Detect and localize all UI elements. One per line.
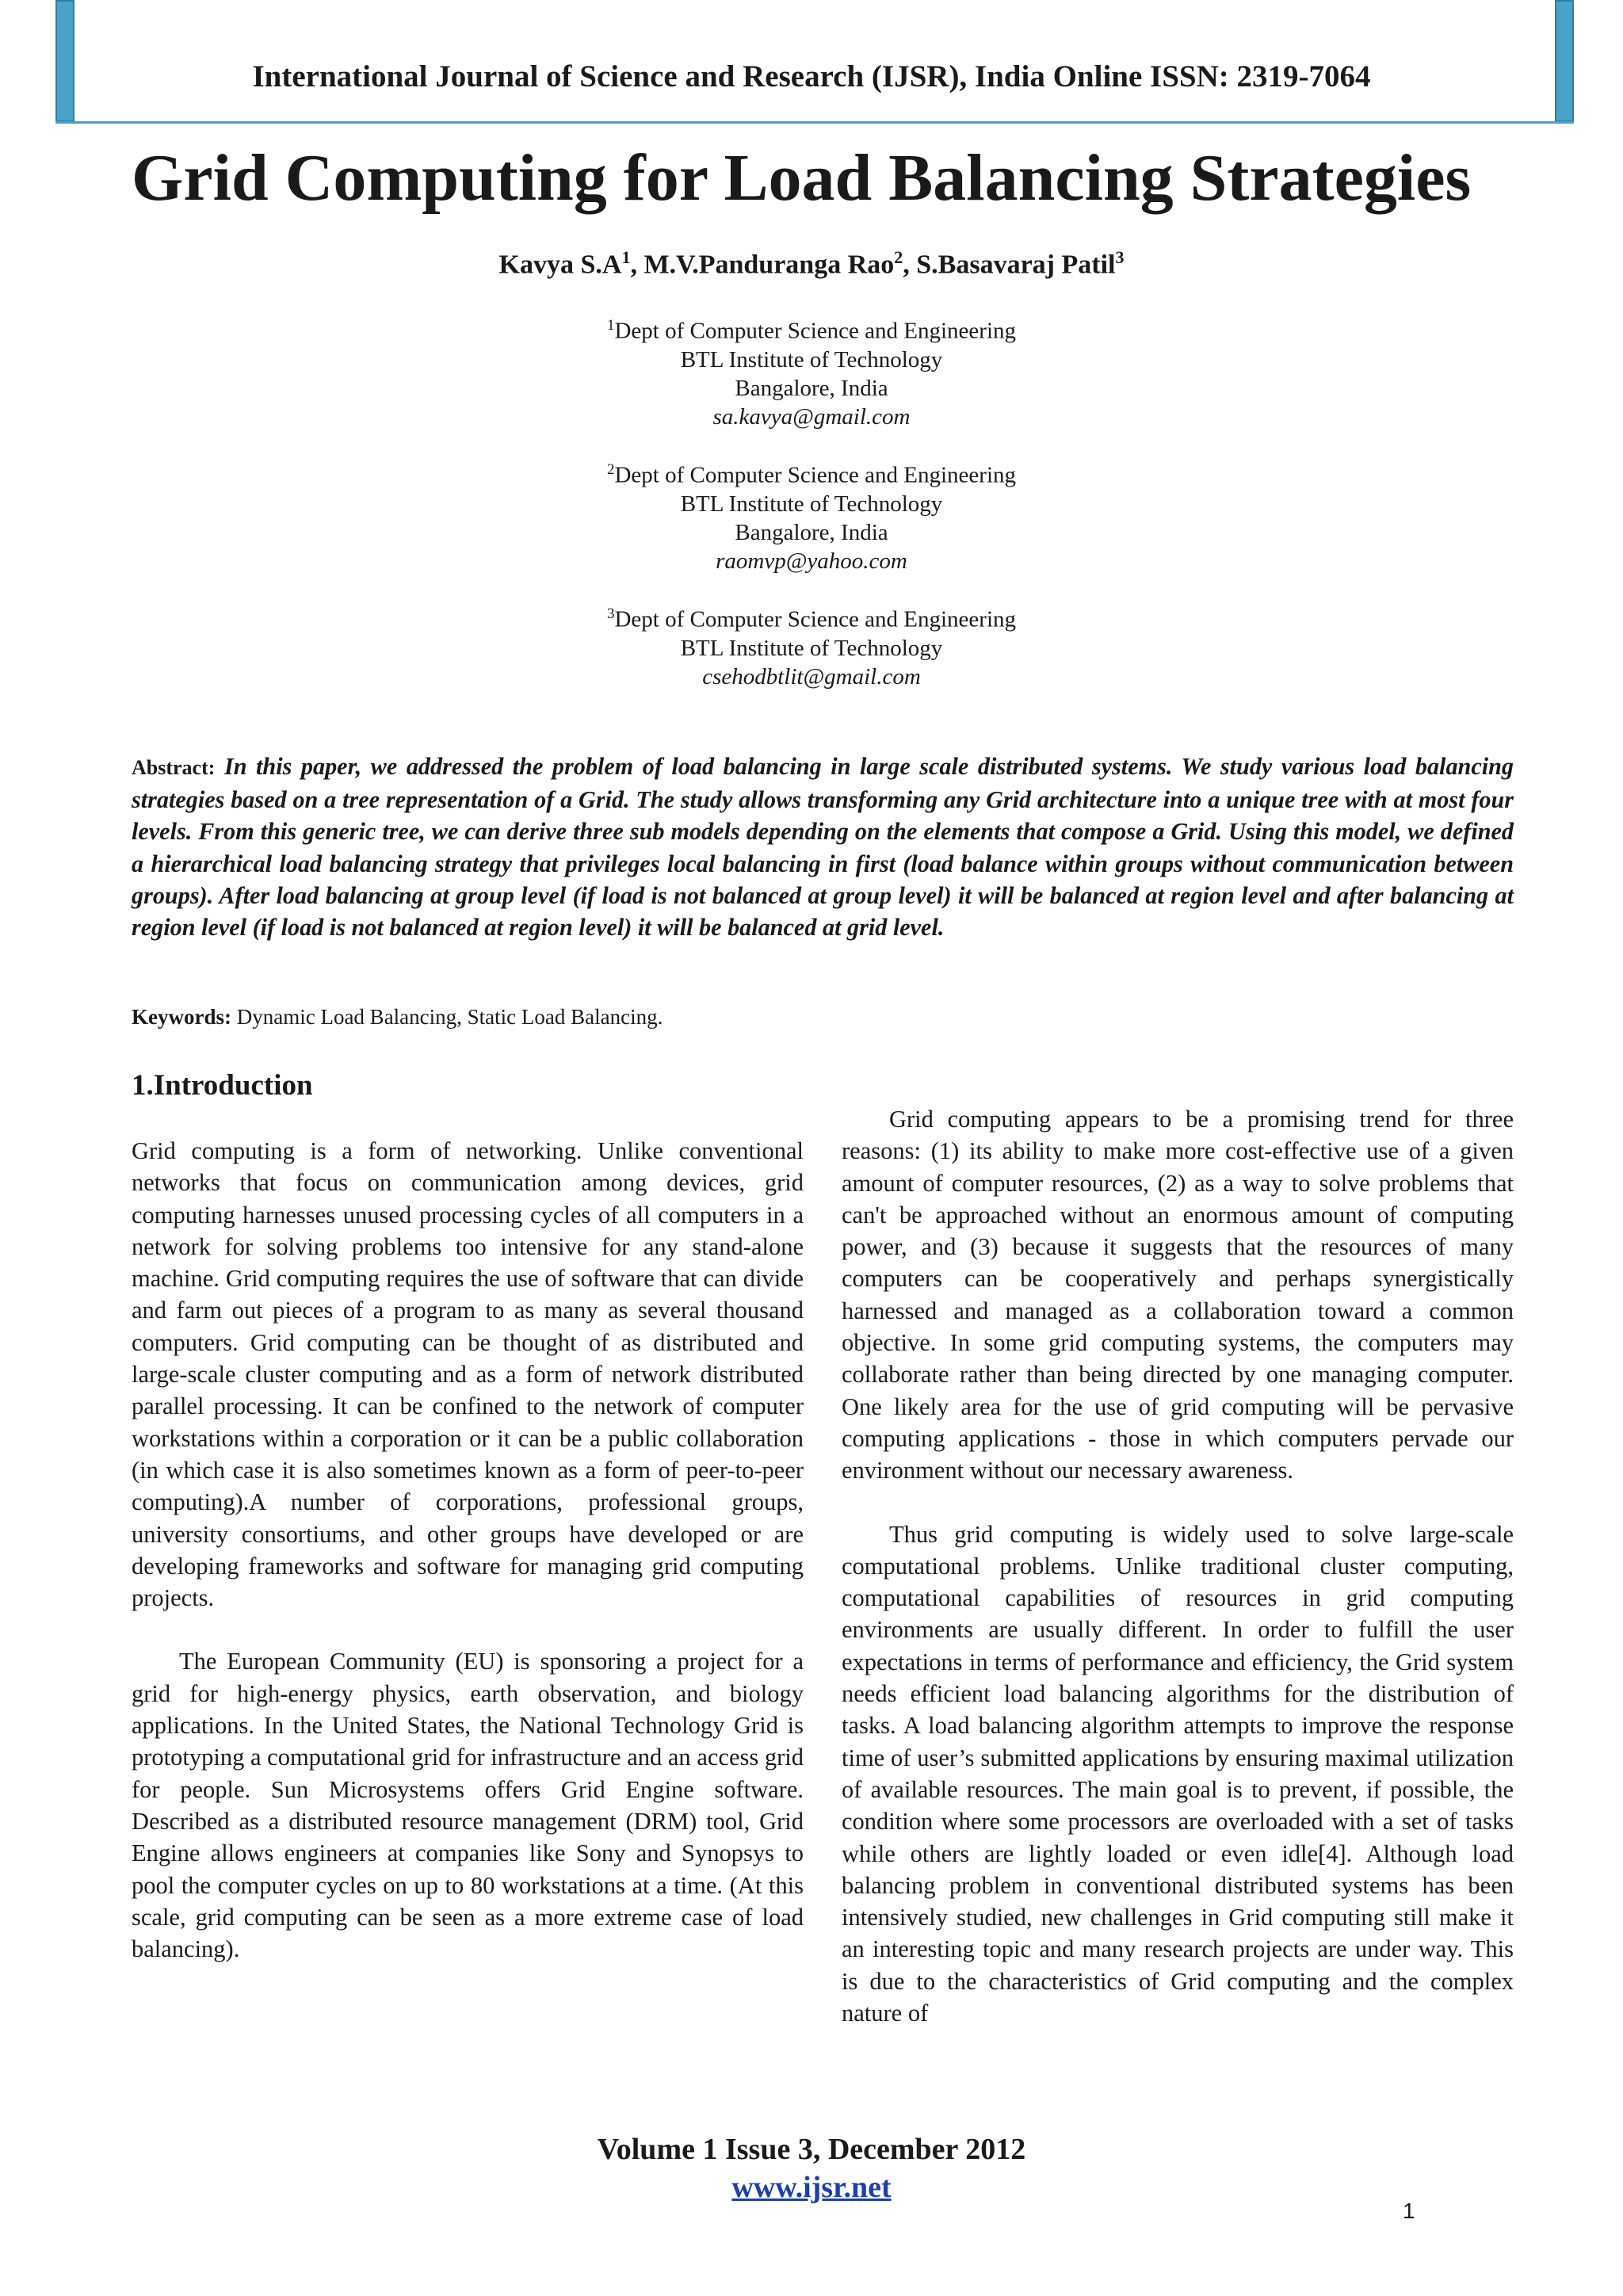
journal-header: International Journal of Science and Research (IJSR), India Online ISSN: 2319-7064 <box>252 59 1371 94</box>
aff-city: Bangalore, India <box>735 519 888 545</box>
aff-city: Bangalore, India <box>735 375 888 401</box>
paragraph: Thus grid computing is widely used to solve large-scale computational problems. Unlike traditional cluster computing, computational capabilities of resources in grid computing environments are usually different. In order to fulfill the user expectations in terms of performance and efficiency, the Grid system needs efficient load balancing algorithms for the distribution of tasks. A load balancing algorithm attempts to improve the response time of user’s submitted applications by ensuring maximal utilization of available resources. The main goal is to prevent, if possible, the condition where some processors are overloaded with a set of tasks while others are lightly loaded or even idle[4]. Although load balancing problem in conventional distributed systems has been intensively studied, new challenges in Grid computing still make it an interesting topic and many research projects are under way. This is due to the characteristics of Grid computing and the complex nature of <box>842 1520 1514 2027</box>
aff-dept: Dept of Computer Science and Engineering <box>614 462 1017 488</box>
section-number: 1. <box>132 1069 154 1102</box>
aff-dept: Dept of Computer Science and Engineering <box>614 318 1017 344</box>
abstract-label: Abstract: <box>132 756 216 779</box>
paragraph: The European Community (EU) is sponsoring a project for a grid for high-energy physics, earth observation, and biology applications. In the United States, the National Technology Grid is prototyping a computational grid for infrastructure and an access grid for people. Sun Microsystems offers Grid Engine software. Described as a distributed resource management (DRM) tool, Grid Engine allows engineers at companies like Sony and Synopsys to pool the computer cycles on up to 80 workstations at a time. (At this scale, grid computing can be seen as a more extreme case of load balancing). <box>132 1648 804 1963</box>
author-sup: 1 <box>621 247 631 267</box>
aff-email: sa.kavya@gmail.com <box>712 403 911 430</box>
aff-sup: 3 <box>606 606 615 622</box>
keywords-label: Keywords: <box>132 1005 231 1029</box>
right-column <box>842 1103 1514 2029</box>
section-title: Introduction <box>153 1069 313 1102</box>
affiliation-1 <box>0 311 1623 431</box>
aff-email: raomvp@yahoo.com <box>716 548 907 574</box>
paragraph: Grid computing is a form of networking. Unlike conventional networks that focus on communication among devices, grid computing harnesses unused processing cycles of all computers in a network for solving problems too intensive for any stand-alone machine. Grid computing requires the use of software that can divide and farm out pieces of a program to as many as several thousand computers. Grid computing can be thought of as distributed and large-scale cluster computing and as a form of network distributed parallel processing. It can be confined to the network of computer workstations within a corporation or it can be a public collaboration (in which case it is also sometimes known as a form of peer-to-peer computing).A number of corporations, professional groups, university consortiums, and other groups have developed or are developing frameworks and software for managing grid computing projects. <box>132 1137 804 1612</box>
keywords <box>132 1005 663 1030</box>
affiliation-2 <box>0 456 1623 575</box>
author-name: Kavya S.A <box>498 250 622 280</box>
aff-dept: Dept of Computer Science and Engineering <box>614 606 1017 632</box>
aff-sup: 2 <box>606 461 615 478</box>
abstract-text: In this paper, we addressed the problem of load balancing in large scale distributed systems. We study various load balancing strategies based on a tree representation of a Grid. The study allows transforming any Grid architecture into a unique tree with at most four levels. From this generic tree, we can derive three sub models depending on the elements that compose a Grid. Using this model, we defined a hierarchical load balancing strategy that privileges local balancing in first (load balance within groups without communication between groups). After load balancing at group level (if load is not balanced at group level) it will be balanced at region level and after balancing at region level (if load is not balanced at region level) it will be balanced at grid level. <box>132 753 1514 942</box>
author-name: M.V.Panduranga Rao <box>643 250 895 280</box>
author-sup: 3 <box>1115 247 1125 267</box>
affiliation-3 <box>0 600 1623 691</box>
header-rule <box>55 121 1574 124</box>
keywords-text: Dynamic Load Balancing, Static Load Balancing. <box>236 1005 663 1029</box>
paragraph: Grid computing appears to be a promising trend for three reasons: (1) its ability to make more cost-effective use of a given amount of computer resources, (2) as a way to solve problems that can't be approached without an enormous amount of computing power, and (3) because it suggests that the resources of many computers can be cooperatively and perhaps synergistically harnessed and managed as a collaboration toward a common objective. In some grid computing systems, the computers may collaborate rather than being directed by one managing computer. One likely area for the use of grid computing will be pervasive computing applications - those in which computers pervade our environment without our necessary awareness. <box>842 1106 1514 1484</box>
author-name: S.Basavaraj Patil <box>916 250 1116 280</box>
aff-inst: BTL Institute of Technology <box>680 491 943 517</box>
author-list: Kavya $S.A^1$, M.V.Panduranga Rao$^2$, S.Basavaraj Patil$^3$ <box>498 247 1125 280</box>
aff-inst: BTL Institute of Technology <box>680 346 943 372</box>
abstract <box>132 751 1514 943</box>
section-heading <box>132 1068 313 1102</box>
footer-issue: Volume 1 Issue 3, December 2012 <box>597 2133 1026 2166</box>
aff-sup: 1 <box>606 317 615 334</box>
author-sup: 2 <box>894 247 903 267</box>
aff-inst: BTL Institute of Technology <box>680 635 943 661</box>
footer-link[interactable]: www.ijsr.net <box>731 2171 892 2204</box>
paper-title: Grid Computing for Load Balancing Strategies <box>132 141 1472 215</box>
left-column <box>132 1135 804 1965</box>
aff-email: csehodbtlit@gmail.com <box>702 663 921 690</box>
page-number: 1 <box>1403 2199 1415 2223</box>
